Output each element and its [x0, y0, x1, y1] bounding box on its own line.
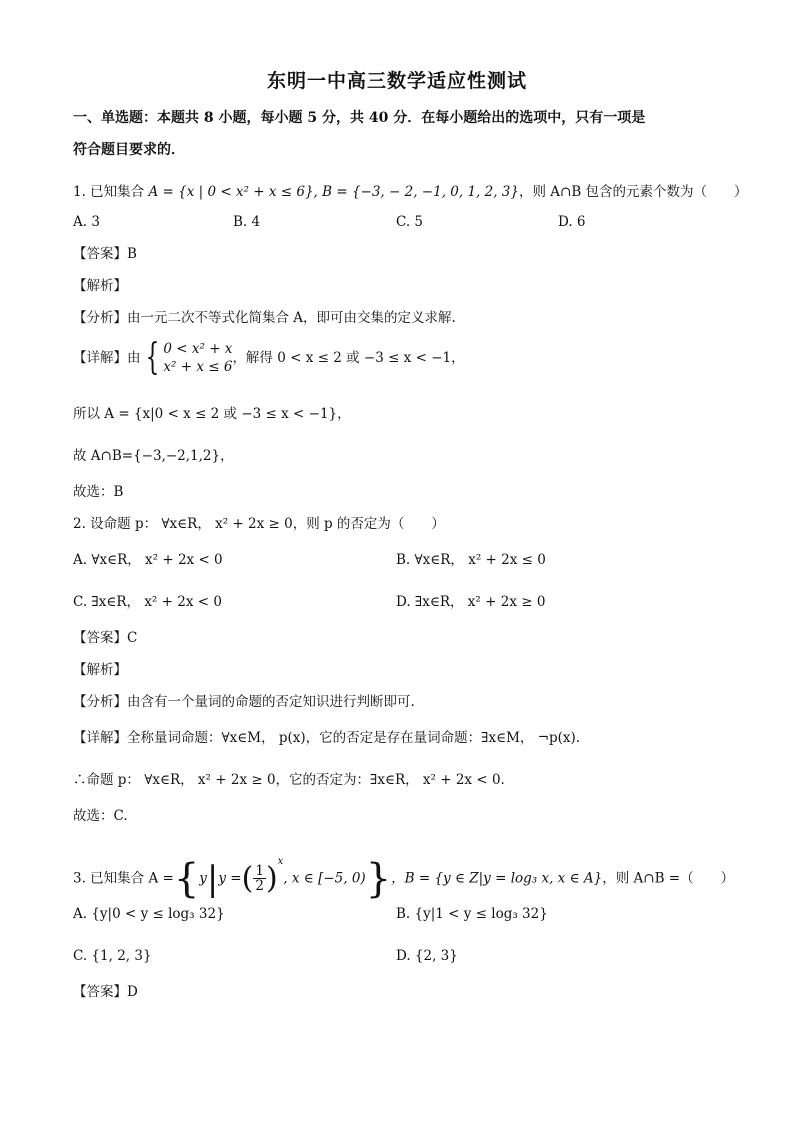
q1-stem-suffix: ，则 A∩B 包含的元素个数为（ ）: [518, 184, 748, 200]
q3-set-a-tail: , x ∈ [−5, 0): [283, 870, 366, 887]
q3-exponent: x: [277, 856, 284, 867]
q1-system-line1: 0 < x² + x: [163, 341, 233, 357]
q1-detail: [73, 337, 465, 378]
q1-answer: 【答案】B: [73, 246, 137, 262]
q2-fenxi: 【分析】由含有一个量词的命题的否定知识进行判断即可.: [73, 694, 415, 710]
q1-gu-line: 故 A∩B={−3,−2,1,2}，: [73, 448, 234, 464]
q3-fraction: [253, 864, 266, 893]
q3-option-b: B. {y|1 < y ≤ log₃ 32}: [396, 906, 548, 922]
q3-set-a-var: y: [199, 870, 207, 887]
q3-option-d: D. {2, 3}: [396, 948, 458, 964]
q1-stem-prefix: 1. 已知集合: [73, 184, 145, 200]
q2-therefore: ∴命题 p： ∀x∈R， x² + 2x ≥ 0，它的否定为：∃x∈R， x² + 2x < 0.: [73, 772, 505, 788]
right-brace-icon: }: [365, 855, 392, 902]
left-brace-icon: {: [145, 337, 159, 378]
q2-choose: 故选：C.: [73, 808, 128, 824]
q1-detail-suffix: ，解得 0 < x ≤ 2 或 −3 ≤ x < −1，: [232, 350, 465, 366]
q3-option-a: A. {y|0 < y ≤ log₃ 32}: [73, 906, 225, 922]
q1-set-b: , B = {−3, − 2, −1, 0, 1, 2, 3}: [313, 184, 519, 200]
q2-stem: 2. 设命题 p： ∀x∈R， x² + 2x ≥ 0，则 p 的否定为（ ）: [73, 516, 445, 532]
q2-option-b: B. ∀x∈R， x² + 2x ≤ 0: [396, 552, 546, 568]
section-heading-line1: 一、单选题：本题共 8 小题，每小题 5 分，共 40 分．在每小题给出的选项中，只有一项是: [73, 110, 646, 126]
left-brace-icon: {: [173, 855, 200, 902]
q3-option-c: C. {1, 2, 3}: [73, 948, 152, 964]
q1-system-line2: x² + x ≤ 6: [163, 359, 233, 375]
q1-fenxi: 【分析】由一元二次不等式化简集合 A，即可由交集的定义求解.: [73, 310, 456, 326]
bar-icon: |: [206, 858, 219, 899]
q3-stem-suffix: ，则 A∩B =（ ）: [602, 870, 735, 887]
q1-detail-prefix: 【详解】由: [73, 350, 141, 366]
q1-option-c: C. 5: [396, 214, 424, 230]
q1-so-line: 所以 A = {x|0 < x ≤ 2 或 −3 ≤ x < −1}，: [73, 406, 351, 422]
q3-set-b: ，B = {y ∈ Z|y = log₃ x, x ∈ A}: [391, 870, 603, 887]
q1-option-b: B. 4: [233, 214, 261, 230]
q3-frac-den: 2: [255, 878, 264, 894]
right-paren-icon: ): [265, 860, 278, 896]
q3-frac-num: 1: [255, 863, 264, 879]
q2-detail: 【详解】全称量词命题：∀x∈M， p(x)，它的否定是存在量词命题：∃x∈M， ¬p(x).: [73, 730, 581, 746]
page-title: 东明一中高三数学适应性测试: [266, 70, 527, 92]
q1-stem: [73, 182, 748, 202]
q2-answer: 【答案】C: [73, 630, 138, 646]
q1-set-a: A = {x | 0 < x² + x ≤ 6}: [148, 184, 314, 200]
q2-option-a: A. ∀x∈R， x² + 2x < 0: [73, 552, 223, 568]
q3-stem: [73, 842, 735, 902]
section-heading-line2: 符合题目要求的．: [73, 142, 185, 158]
q3-answer: 【答案】D: [73, 984, 138, 1000]
q1-option-a: A. 3: [73, 214, 100, 230]
q2-option-d: D. ∃x∈R， x² + 2x ≥ 0: [396, 594, 546, 610]
left-paren-icon: (: [241, 860, 254, 896]
q3-stem-prefix: 3. 已知集合 A =: [73, 870, 174, 887]
q3-set-a-mid: y =: [218, 870, 242, 887]
q1-system: [163, 340, 232, 376]
q1-choose: 故选：B: [73, 484, 124, 500]
q1-analysis-label: 【解析】: [73, 278, 127, 294]
q2-option-c: C. ∃x∈R， x² + 2x < 0: [73, 594, 222, 610]
q1-option-d: D. 6: [558, 214, 586, 230]
q2-analysis-label: 【解析】: [73, 662, 127, 678]
